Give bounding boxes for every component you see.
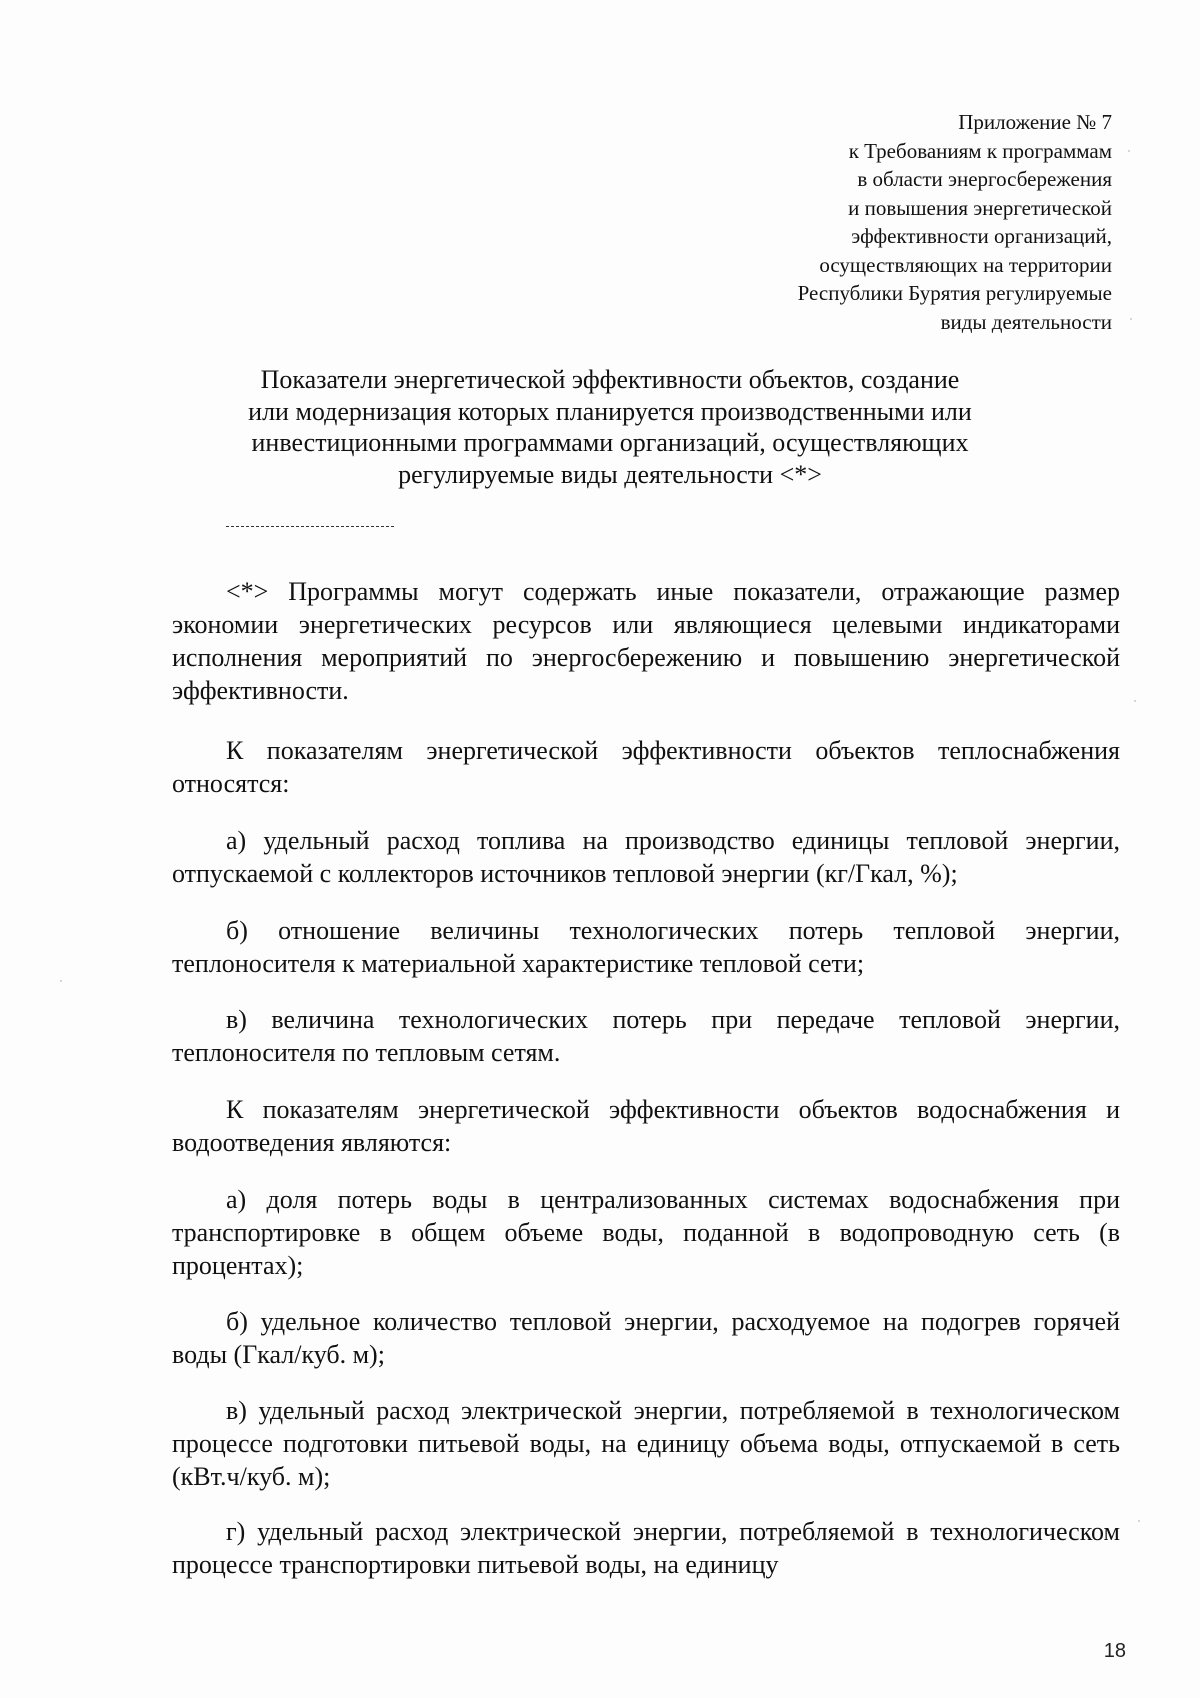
scan-speck <box>60 980 62 982</box>
scan-speck <box>1134 700 1136 702</box>
paragraph: К показателям энергетической эффективности объектов теплоснабжения относятся: <box>172 736 1120 798</box>
paragraph: г) удельный расход электрической энергии, потребляемой в технологическом процессе транспортировки питьевой воды, на единицу <box>172 1517 1120 1579</box>
water-item-d <box>172 1515 1120 1581</box>
title-line: или модернизация которых планируется производственными или <box>248 396 972 426</box>
title-line: Показатели энергетической эффективности объектов, создание <box>260 365 960 394</box>
appendix-line: в области энергосбережения <box>857 167 1112 191</box>
water-item-b <box>172 1305 1120 1371</box>
appendix-line: Республики Бурятия регулируемые <box>797 281 1112 305</box>
appendix-line: Приложение № 7 <box>958 110 1112 134</box>
water-intro-paragraph <box>172 1093 1120 1159</box>
paragraph: <*> Программы могут содержать иные показатели, отражающие размер экономии энергетических ресурсов или являющиеся целевыми индикаторами исполнения мероприятий по энергосбережению и повышению энергетической эффективности. <box>172 577 1120 705</box>
footnote-separator <box>226 526 394 527</box>
paragraph: б) отношение величины технологических потерь тепловой энергии, теплоносителя к материальной характеристике тепловой сети; <box>172 916 1120 978</box>
footnote-paragraph <box>172 575 1120 707</box>
water-item-a <box>172 1183 1120 1282</box>
paragraph: в) величина технологических потерь при передаче тепловой энергии, теплоносителя по тепловым сетям. <box>172 1005 1120 1067</box>
title-line: инвестиционными программами организаций, осуществляющих <box>251 428 969 457</box>
paragraph: а) доля потерь воды в централизованных системах водоснабжения при транспортировке в общем объеме воды, поданной в водопроводную сеть (в процентах); <box>172 1185 1120 1280</box>
document-title <box>220 364 1000 490</box>
heat-item-b <box>172 914 1120 980</box>
water-item-c <box>172 1394 1120 1493</box>
paragraph: К показателям энергетической эффективности объектов водоснабжения и водоотведения являются: <box>172 1095 1120 1157</box>
paragraph: б) удельное количество тепловой энергии, расходуемое на подогрев горячей воды (Гкал/куб. м); <box>172 1307 1120 1369</box>
appendix-line: осуществляющих на территории <box>819 252 1112 277</box>
title-line: регулируемые виды деятельности <*> <box>398 459 822 489</box>
appendix-line: эффективности организаций, <box>851 224 1112 248</box>
appendix-line: виды деятельности <box>940 309 1112 334</box>
heat-intro-paragraph <box>172 734 1120 800</box>
scan-speck <box>1128 150 1130 152</box>
scan-speck <box>1130 318 1132 320</box>
heat-item-c <box>172 1003 1120 1069</box>
appendix-header <box>552 108 1112 336</box>
paragraph: в) удельный расход электрической энергии, потребляемой в технологическом процессе подготовки питьевой воды, на единицу объема воды, отпускаемой в сеть (кВт.ч/куб. м); <box>172 1396 1120 1491</box>
paragraph: а) удельный расход топлива на производство единицы тепловой энергии, отпускаемой с коллекторов источников тепловой энергии (кг/Гкал, %); <box>172 826 1120 888</box>
appendix-line: и повышения энергетической <box>848 195 1112 220</box>
heat-item-a <box>172 824 1120 890</box>
scan-speck <box>1138 1520 1140 1522</box>
page-number: 18 <box>1103 1640 1126 1662</box>
appendix-line: к Требованиям к программам <box>848 138 1112 163</box>
